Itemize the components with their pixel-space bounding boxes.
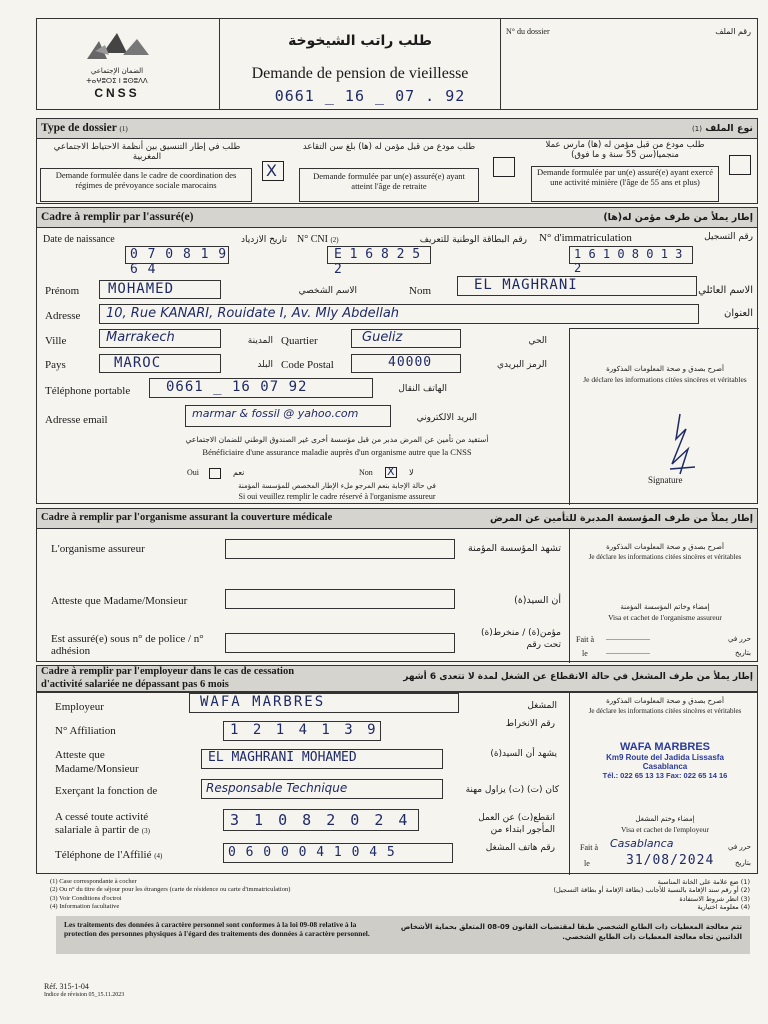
cesse-field[interactable] — [223, 809, 419, 831]
cp-label-ar: الرمز البريدي — [496, 360, 547, 370]
employeur-visa-fr: Visa et cachet de l'employeur — [621, 825, 709, 834]
organisme-title-ar: إطار يملأ من طرف المؤسسة المدبرة للتأمين عن المرض — [490, 513, 753, 524]
option-2-fr-box — [299, 168, 479, 202]
type-dossier-body — [36, 138, 758, 204]
atteste-emp-label-ar: يشهد أن السيد(ة) — [490, 749, 557, 759]
title-fr: Demande de pension de vieillesse — [251, 65, 469, 82]
nom-value: EL MAGHRANI — [474, 277, 578, 293]
non-checkbox[interactable] — [385, 467, 397, 478]
employeur-le-fr: le — [584, 859, 590, 868]
assure-signature-area — [569, 328, 759, 505]
organisme-body — [36, 528, 758, 662]
oui-label-fr: Oui — [187, 468, 199, 477]
cp-label-fr: Code Postal — [281, 359, 334, 371]
adresse-label-ar: العنوان — [724, 308, 753, 319]
employeur-visa-ar: إمضاء وختم المشغل — [635, 815, 695, 823]
header-handwritten-phone: 0661 _ 16 _ 07 . 92 — [274, 87, 466, 105]
nom-field[interactable] — [457, 276, 697, 296]
employeur-le-value: 31/08/2024 — [626, 853, 715, 868]
fonction-label-ar: كان (ت) (ت) يزاول مهنة — [465, 785, 559, 795]
signature-scribble-icon — [650, 409, 710, 479]
dob-field[interactable] — [125, 246, 229, 277]
header-title-box — [219, 18, 501, 110]
email-label-ar: البريد الالكتروني — [416, 413, 477, 423]
stamp-name: WAFA MARBRES — [619, 741, 711, 753]
atteste-emp-label-fr-2: Madame/Monsieur — [55, 763, 139, 775]
prenom-label-ar: الاسم الشخصي — [298, 286, 357, 296]
oui-checkbox[interactable] — [209, 468, 221, 479]
footer-revision: Indice de révision 05_15.11.2023 — [44, 992, 125, 998]
ville-label-ar: المدينة — [247, 336, 273, 346]
employeur-title — [36, 665, 758, 692]
option-1-checkbox[interactable] — [262, 161, 284, 181]
dob-label-ar: تاريخ الازدياد — [240, 235, 287, 245]
organisme-title-fr: Cadre à remplir par l'organisme assurant la couverture médicale — [41, 512, 333, 523]
quartier-field[interactable] — [351, 329, 461, 348]
pays-field[interactable] — [99, 354, 221, 373]
organisme-le-fr: le — [582, 649, 588, 658]
quartier-label-ar: الحي — [528, 336, 547, 346]
header-dossier-box — [500, 18, 758, 110]
ville-label-fr: Ville — [45, 335, 67, 347]
tel-label-ar: الهاتف النقال — [398, 384, 447, 394]
employeur-title-fr-1: Cadre à remplir par l'employeur dans le cas de cessation — [41, 666, 295, 677]
note-fr-4: (4) Information facultative — [50, 903, 120, 911]
stamp-line1: Km9 Route del Jadida Lissasfa — [606, 753, 724, 762]
employeur-label-ar: المشغل — [527, 701, 557, 711]
tel-value: 0661 _ 16 07 92 — [166, 379, 308, 395]
organisme-visa-ar: إمضاء وخاتم المؤسسة المؤمنة — [620, 603, 710, 611]
signature-label: Signature — [648, 475, 683, 485]
tel-emp-value: 0 6 0 0 0 4 1 0 4 5 — [228, 845, 396, 860]
type-dossier-note: (1) — [119, 125, 128, 133]
cni-label-ar: رقم البطاقة الوطنية للتعريف — [419, 235, 527, 245]
logo-text: CNSS — [94, 86, 140, 100]
stamp-line3: Tél.: 022 65 13 13 Fax: 022 65 14 16 — [602, 771, 728, 780]
notes-fr — [50, 878, 420, 912]
type-dossier-title-fr: Type de dossier — [41, 122, 117, 134]
type-dossier-title-ar: نوع الملف — [705, 123, 753, 134]
ville-field[interactable] — [99, 329, 221, 348]
legal-box — [56, 916, 750, 954]
cni-field[interactable] — [327, 246, 431, 277]
beneficiaire-fr: Bénéficiaire d'une assurance maladie auprès d'un organisme autre que la CNSS — [202, 447, 472, 457]
cni-value: E 1 6 8 2 5 2 — [334, 247, 421, 277]
employeur-title-ar: إطار يملأ من طرف المشغل في حالة الانقطاع عن الشغل لمدة لا تتعدى 6 أشهر — [403, 672, 753, 682]
affiliation-value: 1 2 1 4 1 3 9 — [230, 722, 379, 738]
option-2-fr: Demande formulée par un(e) assuré(e) ayant atteint l'âge de retraite — [313, 171, 465, 191]
affiliation-label-fr: N° Affiliation — [55, 725, 116, 737]
organisme-le-dots: ...................... — [606, 647, 650, 656]
tel-emp-field[interactable] — [223, 843, 453, 863]
employeur-field[interactable] — [189, 693, 459, 713]
beneficiaire-ar: أستفيد من تأمين عن المرض مدبر من قبل مؤسسة أخرى غير الصندوق الوطني للضمان الاجتماعي — [185, 435, 489, 444]
atteste-emp-field[interactable] — [201, 749, 443, 769]
option-1-mark: X — [266, 161, 277, 180]
option-1-fr: Demande formulée dans le cadre de coordination des régimes de prévoyance sociale marocains — [55, 170, 237, 190]
fonction-value: Responsable Technique — [206, 781, 348, 795]
note-fr-2: (2) Ou n° du titre de séjour pour les étrangers (carte de résidence ou carte d'immatriculation) — [50, 886, 291, 894]
employeur-title-fr-2: d'activité salariée ne dépassant pas 6 mois — [41, 679, 229, 690]
option-3-fr-box — [531, 166, 719, 202]
organisme-visa-fr: Visa et cachet de l'organisme assureur — [608, 613, 722, 622]
logo-text-ar: الضمان الإجتماعي — [90, 67, 144, 75]
assure-certif-fr: Je déclare les informations citées sincères et véritables — [583, 375, 747, 384]
fonction-label-fr: Exerçant la fonction de — [55, 785, 158, 797]
cesse-label-ar-1: انقطع(ت) عن العمل — [478, 813, 555, 823]
legal-fr: Les traitements des données à caractère personnel sont conformes à la loi 09-08 relative à la protection des personnes physiques à l'égard des traitements des données à caractère personnel. — [64, 920, 370, 938]
option-2-ar: طلب مودع من قبل مؤمن له (ها) بلغ سن التقاعد — [302, 142, 476, 152]
header-logo-box — [36, 18, 220, 110]
adresse-field[interactable] — [99, 304, 699, 324]
non-label-fr: Non — [359, 468, 373, 477]
prenom-value: MOHAMED — [108, 281, 175, 297]
option-3-checkbox[interactable] — [729, 155, 751, 175]
option-3-fr: Demande formulée par un(e) assuré(e) ayant exercé une activité minière (l'âge de 55 ans et plus) — [536, 167, 714, 187]
option-3-ar: طلب مودع من قبل مؤمن له (ها) مارس عملا منجميا(سن 55 سنة و ما فوق) — [545, 140, 705, 160]
organisme-title — [36, 508, 758, 529]
employeur-certif-fr: Je déclare les informations citées sincères et véritables — [588, 707, 742, 715]
option-1-ar: طلب في إطار التنسيق بين أنظمة الاحتياط الاجتماعي المغربية — [53, 142, 241, 162]
immat-value: 1 6 1 0 8 0 1 3 2 — [574, 247, 683, 275]
nom-label-ar: الاسم العائلي — [698, 285, 753, 296]
atteste-emp-value: EL MAGHRANI MOHAMED — [208, 750, 357, 765]
cesse-value: 3 1 0 8 2 0 2 4 — [230, 811, 411, 829]
email-field[interactable] — [185, 405, 391, 427]
assureur-field[interactable] — [225, 539, 455, 559]
fonction-field[interactable] — [201, 779, 443, 799]
immat-label-fr: N° d'immatriculation — [539, 232, 632, 244]
employeur-value: WAFA MARBRES — [200, 694, 326, 710]
assure-certif-ar: أصرح بصدق و صحة المعلومات المذكورة — [606, 365, 724, 373]
nom-label-fr: Nom — [409, 285, 431, 297]
pays-label-ar: البلد — [257, 360, 273, 370]
pays-label-fr: Pays — [45, 359, 66, 371]
atteste-label-fr: Atteste que Madame/Monsieur — [51, 595, 188, 607]
type-dossier-title — [36, 118, 758, 139]
assure-body — [36, 227, 758, 504]
organisme-fait-fr: Fait à — [576, 635, 594, 644]
organisme-fait-ar: حرر في — [728, 635, 751, 643]
email-value: marmar & fossil @ yahoo.com — [192, 407, 359, 420]
note-ar-4: (4) معلومة اختيارية — [697, 903, 750, 912]
employeur-signature-area — [569, 693, 759, 875]
cesse-label-fr-2: salariale à partir de — [55, 824, 139, 836]
dossier-label-ar: رقم الملف — [715, 27, 751, 36]
employeur-stamp — [570, 741, 760, 780]
cni-label-fr: N° CNI — [297, 234, 328, 245]
assure-title-fr: Cadre à remplir par l'assuré(e) — [41, 211, 194, 223]
employeur-fait-ar: حرر في — [728, 843, 751, 851]
assureur-label-ar: تشهد المؤسسة المؤمنة — [468, 543, 561, 554]
dob-label-fr: Date de naissance — [43, 234, 115, 245]
cp-value: 40000 — [388, 355, 433, 370]
employeur-le-ar: بتاريخ — [734, 859, 751, 867]
immat-label-ar: رقم التسجيل — [704, 232, 753, 242]
tel-emp-label-ar: رقم هاتف المشغل — [485, 843, 555, 853]
cp-field[interactable] — [351, 354, 461, 373]
cesse-note: (3) — [141, 827, 150, 835]
affiliation-label-ar: رقم الانخراط — [505, 719, 555, 729]
oui-label-ar: نعم — [233, 468, 245, 477]
si-oui-ar: في حالة الإجابة بنعم المرجو ملء الإطار المخصص للمؤسسة المؤمنة — [238, 482, 436, 490]
atteste-label-ar: أن السيد(ة) — [514, 595, 561, 606]
adresse-value: 10, Rue KANARI, Rouidate I, Av. Mly Abdellah — [106, 306, 400, 321]
option-2-checkbox[interactable] — [493, 157, 515, 177]
adresse-label-fr: Adresse — [45, 310, 81, 322]
footer-ref: Réf. 315-1-04 — [44, 982, 89, 991]
employeur-certif-ar: أصرح بصدق و صحة المعلومات المذكورة — [606, 697, 724, 705]
quartier-label-fr: Quartier — [281, 335, 318, 347]
ville-value: Marrakech — [106, 330, 175, 345]
tel-emp-label-fr: Téléphone de l'Affilié — [55, 849, 152, 861]
pays-value: MAROC — [114, 355, 162, 371]
immat-field[interactable] — [569, 246, 693, 275]
organisme-le-ar: بتاريخ — [734, 649, 751, 657]
legal-ar: تتم معالجة المعطيات ذات الطابع الشخصي طبقا لمقتضيات القانون 09-08 المتعلق بحماية الأشخاص الذاتيين تجاه معالجة المعطيات ذات الطابع الشخصي. — [400, 923, 742, 941]
assure-title-ar: إطار يملأ من طرف مؤمن له(ها) — [603, 212, 753, 223]
stamp-line2: Casablanca — [642, 762, 688, 771]
note-fr-1: (1) Case correspondante à cocher — [50, 878, 137, 885]
employeur-fait-fr: Fait à — [580, 843, 598, 852]
organisme-certif-ar: أصرح بصدق و صحة المعلومات المذكورة — [606, 543, 724, 551]
organisme-fait-dots: ...................... — [606, 633, 650, 642]
tel-field[interactable] — [149, 378, 373, 398]
organisme-signature-area — [569, 529, 759, 663]
employeur-body — [36, 692, 758, 874]
note-ar-2: (2) أو رقم سند الإقامة بالنسبة للأجانب (بطاقة الإقامة أو بطاقة التسجيل) — [553, 886, 750, 895]
police-label-ar: مؤمن(ة) / منخرط(ة) تحت رقم — [480, 628, 561, 650]
quartier-value: Gueliz — [362, 330, 403, 345]
email-label-fr: Adresse email — [45, 414, 108, 426]
tel-emp-note: (4) — [154, 852, 163, 860]
note-ar-3: (3) انظر شروط الاستفادة — [679, 894, 750, 903]
organisme-certif-fr: Je déclare les informations citées sincères et véritables — [588, 553, 742, 561]
note-fr-3: (3) Voir Conditions d'octroi — [50, 894, 122, 902]
logo-text-tif: ⵜⴰⵖⵓⵔⵉ ⵏ ⵓⵙⵓⴷⴷ — [86, 77, 148, 85]
assure-title — [36, 207, 758, 228]
option-1-fr-box — [40, 168, 252, 202]
police-label-fr: Est assuré(e) sous n° de police / n° adhésion — [51, 633, 204, 657]
police-field[interactable] — [225, 633, 455, 653]
non-label-ar: لا — [409, 468, 414, 477]
cni-note: (2) — [330, 236, 339, 244]
cnss-logo-icon — [77, 29, 157, 63]
prenom-label-fr: Prénom — [45, 285, 80, 297]
dossier-label-fr: N° du dossier — [506, 27, 550, 36]
affiliation-field[interactable] — [223, 721, 381, 741]
notes-ar — [420, 878, 750, 912]
dob-value: 0 7 0 8 1 9 6 4 — [130, 247, 228, 277]
cesse-label-fr-1: A cessé toute activité — [55, 811, 149, 823]
employeur-label-fr: Employeur — [55, 701, 104, 713]
cesse-label-ar-2: المأجور ابتداء من — [490, 825, 555, 835]
employeur-fait-value: Casablanca — [610, 837, 674, 850]
note-ar-1: (1) ضع علامة على الخانة المناسبة — [657, 878, 750, 886]
tel-label-fr: Téléphone portable — [45, 385, 131, 397]
non-mark: X — [387, 465, 395, 478]
title-ar: طلب راتب الشيخوخة — [288, 33, 432, 49]
type-dossier-note-ar: (1) — [692, 125, 702, 133]
si-oui-fr: Si oui veuillez remplir le cadre réservé à l'organisme assureur — [238, 492, 436, 501]
atteste-field[interactable] — [225, 589, 455, 609]
prenom-field[interactable] — [99, 280, 221, 299]
assureur-label-fr: L'organisme assureur — [51, 543, 145, 555]
atteste-emp-label-fr: Atteste que — [55, 749, 105, 761]
